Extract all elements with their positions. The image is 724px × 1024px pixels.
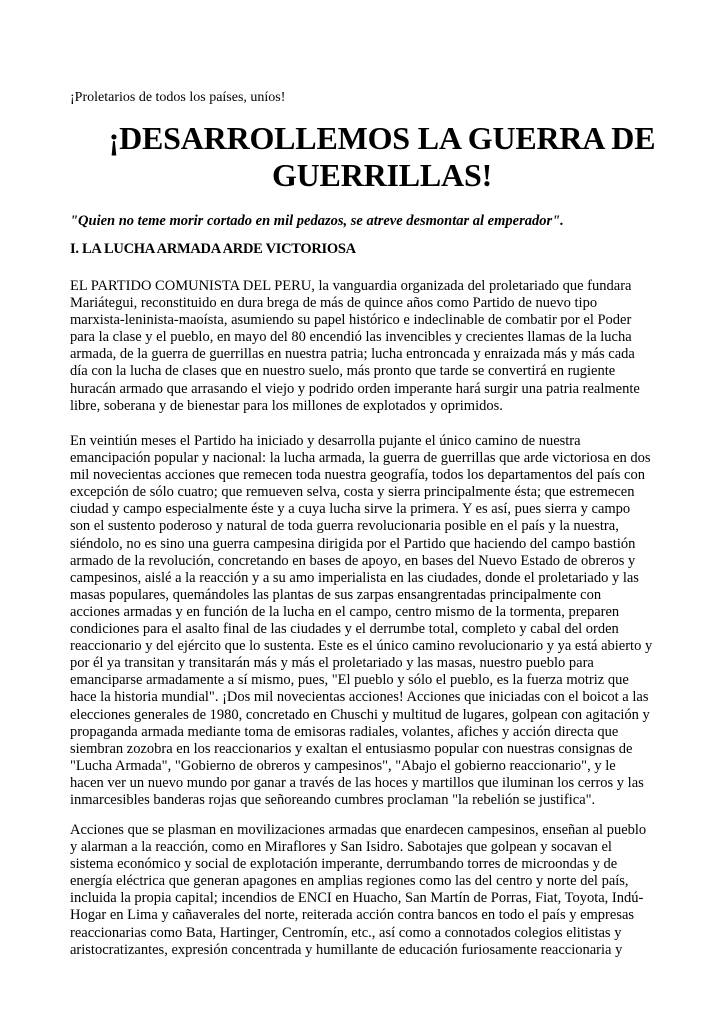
text-line: elecciones generales de 1980, concretado en Chuschi y multitud de lugares, golpean con agitación y [70, 706, 650, 723]
text-line: ciudad y campo especialmente éste y a cuya lucha sirve la primera. Y es así, pues sierra y campo [70, 501, 631, 518]
text-line: sistema económico y social de explotación imperante, derrumbando torres de microondas y de [70, 856, 618, 873]
text-line: condiciones para el asalto final de las ciudades y el derrumbe total, completo y cabal del orden [70, 621, 619, 638]
text-line: marxista-leninista-maoísta, asumiendo su papel histórico e indeclinable de combatir por el Poder [70, 312, 632, 329]
text-line: por él ya transitan y transitarán más y más el proletariado y las masas, nuestro pueblo para [70, 655, 594, 672]
text-line: incluida la propia capital; incendios de ENCI en Huacho, San Martín de Porras, Fiat, Toyota, Indú- [70, 890, 644, 907]
section-heading: I. LA LUCHA ARMADA ARDE VICTORIOSA [70, 241, 356, 257]
text-line: reaccionario y del ejército que lo sustenta. Este es el único camino revolucionario y ya está abierto y [70, 638, 653, 655]
text-line: Acciones que se plasman en movilizaciones armadas que enardecen campesinos, enseñan al pueblo [70, 822, 647, 838]
text-line: campesinos, aislé a la reacción y a su amo imperialista en las ciudades, donde el proletariado y las [70, 569, 639, 586]
text-line: acciones armadas y en función de la lucha en el campo, centro mismo de la tormenta, preparen [70, 603, 620, 620]
text-line: EL PARTIDO COMUNISTA DEL PERU, la vanguardia organizada del proletariado que fundara [70, 278, 632, 294]
epigraph-quote: "Quien no teme morir cortado en mil pedazos, se atreve desmontar al emperador". [70, 213, 564, 229]
text-line: siéndolo, no es sino una guerra campesina dirigida por el Partido que haciendo del campo bastión [70, 535, 636, 552]
text-line: propaganda armada mediante toma de emisoras radiales, volantes, afiches y acción directa que [70, 723, 619, 740]
text-line: aristocratizantes, expresión concentrada y humillante de educación furiosamente reaccionaria y [70, 941, 623, 958]
text-line: libre, soberana y de bienestar para los millones de explotados y oprimidos. [70, 397, 503, 414]
text-line: mil novecientas acciones que remecen toda nuestra geografía, todos los departamentos del país con [70, 467, 645, 484]
text-line: reaccionarias como Bata, Hartinger, Centromín, etc., así como a connotados colegios elitistas y [70, 924, 622, 941]
text-line: día con la lucha de clases que en nuestro suelo, más pronto que tarde se convertirá en rugiente [70, 363, 616, 380]
text-line: masas populares, quemándoles las plantas de sus zarpas ensangrentadas principalmente con [70, 586, 602, 603]
text-line: armada, de la guerra de guerrillas en nuestra patria; lucha entroncada y enraizada más y más cada [70, 346, 635, 363]
paragraph [70, 433, 653, 809]
title-line: GUERRILLAS! [271, 157, 493, 193]
text-line: huracán armado que arrasando el viejo y podrido orden imperante hará surgir una patria realmente [70, 380, 640, 397]
text-line: emancipación popular y nacional: la lucha armada, la guerra de guerrillas que arde victoriosa en dos [70, 450, 651, 467]
document-title [60, 120, 704, 194]
text-line: excepción de sólo cuatro; que remueven selva, costa y sierra principalmente ésta; que estremecen [70, 484, 635, 501]
text-line: son el sustento poderoso y natural de toda guerra revolucionaria posible en el país y la nuestra, [70, 518, 619, 535]
paragraph [70, 822, 650, 959]
text-line: "Lucha Armada", "Gobierno de obreros y campesinos", "Abajo el gobierno reaccionario", y le [70, 757, 616, 774]
text-line: energía eléctrica que generan apagones en amplias regiones como las del centro y norte del país, [70, 873, 629, 890]
title-line: ¡DESARROLLEMOS LA GUERRA DE [108, 120, 656, 156]
text-line: y alarman a la reacción, como en Miraflores y San Isidro. Sabotajes que golpean y socavan el [70, 839, 612, 856]
text-line: para la clase y el pueblo, en mayo del 80 encendió las invencibles y crecientes llamas de la lucha [70, 329, 632, 346]
text-line: inmarcesibles banderas rojas que señoreando cumbres proclaman "la rebelión se justifica". [70, 791, 596, 808]
text-line: hace la historia mundial". ¡Dos mil novecientas acciones! Acciones que iniciadas con el boicot a las [70, 689, 649, 706]
paragraph [70, 278, 650, 415]
motto: ¡Proletarios de todos los países, uníos! [70, 90, 286, 105]
text-line: siembran zozobra en los reaccionarios y exaltan el entusiasmo popular con nuestras consignas de [70, 740, 633, 757]
text-line: Hogar en Lima y cañaverales del norte, reiterada acción contra bancos en todo el país y empresas [70, 907, 635, 924]
text-line: emanciparse armadamente a sí mismo, pues, "El pueblo y sólo el pueblo, es la fuerza motriz que [70, 672, 629, 689]
text-line: hacen ver un nuevo mundo por ganar a través de las hoces y martillos que iluminan los cerros y las [70, 774, 644, 791]
text-line: Mariátegui, reconstituido en dura brega de más de quince años como Partido de nuevo tipo [70, 295, 598, 312]
text-line: armado de la revolución, concretando en bases de apoyo, en bases del Nuevo Estado de obreros y [70, 552, 636, 569]
text-line: En veintiún meses el Partido ha iniciado y desarrolla pujante el único camino de nuestra [70, 433, 581, 449]
